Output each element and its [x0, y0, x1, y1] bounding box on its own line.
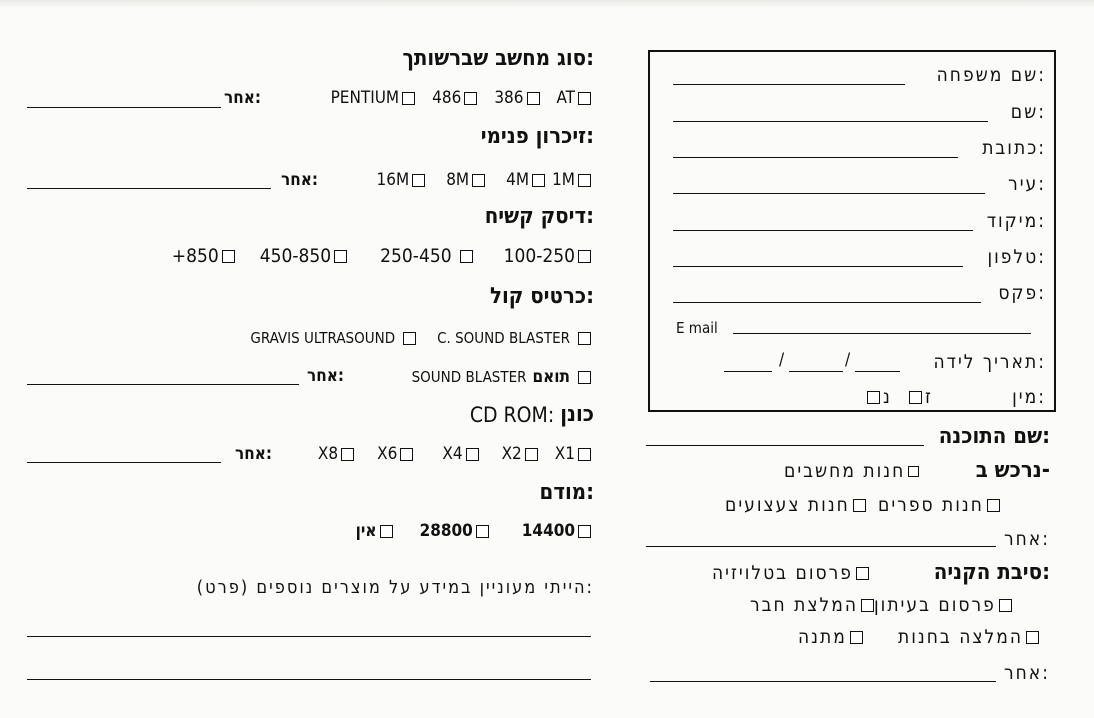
interest-line-2[interactable] [27, 679, 591, 680]
checkbox-850-plus[interactable] [222, 250, 235, 263]
checkbox-x4[interactable] [466, 448, 479, 461]
email-label: E mail [676, 319, 718, 337]
disk-options: +850 450-850 250-450 100-250 [172, 245, 594, 267]
field-line-address[interactable] [673, 157, 958, 158]
field-line-city[interactable] [673, 193, 985, 194]
checkbox-at[interactable] [578, 92, 591, 105]
sound-other-line[interactable] [27, 384, 299, 385]
computer-type-title: סוג מחשב שברשותך: [402, 46, 594, 71]
field-line-email[interactable] [733, 333, 1031, 334]
checkbox-toy-store[interactable] [853, 499, 866, 512]
purchased-option-toy-store[interactable]: חנות צעצועים [725, 494, 869, 516]
purchased-at-label: נרכש ב- [975, 458, 1050, 483]
field-line-first-name[interactable] [673, 121, 988, 122]
reason-option-newspaper[interactable]: פרסום בעיתון [874, 594, 1015, 616]
checkbox-450-850[interactable] [334, 250, 347, 263]
memory-options: 16M 8M 4M 1M [377, 170, 594, 190]
purchased-other-label: אחר: [1003, 528, 1050, 550]
gender-option-male[interactable]: ז [906, 386, 933, 408]
field-label-phone: טלפון: [987, 246, 1046, 268]
field-label-last-name: שם משפחה: [936, 64, 1046, 86]
checkbox-16m[interactable] [412, 174, 425, 187]
checkbox-1m[interactable] [578, 174, 591, 187]
hard-disk-title: דיסק קשיח: [484, 204, 594, 229]
reason-other-line[interactable] [650, 681, 996, 682]
field-label-fax: פקס: [998, 282, 1046, 304]
checkbox-sb-compatible[interactable] [578, 371, 591, 384]
checkbox-store-recommendation[interactable] [1026, 631, 1039, 644]
birth-date-separator: / [845, 350, 851, 370]
checkbox-100-250[interactable] [578, 250, 591, 263]
field-line-last-name[interactable] [673, 84, 905, 85]
more-products-interest-label: הייתי מעוניין במידע על מוצרים נוספים (פרט): [196, 577, 594, 598]
computer-options: PENTIUM 486 386 AT [331, 88, 594, 108]
checkbox-gravis[interactable] [403, 332, 416, 345]
memory-other-line[interactable] [27, 188, 271, 189]
purchase-reason-label: סיבת הקניה: [933, 560, 1050, 585]
gender-label: מין: [1012, 386, 1046, 408]
gender-option-female[interactable]: נ [864, 386, 892, 408]
field-label-zip: מיקוד: [986, 210, 1046, 232]
field-label-first-name: שם: [1010, 101, 1046, 123]
field-label-address: כתובת: [982, 137, 1046, 159]
checkbox-tv-ad[interactable] [856, 567, 869, 580]
cdrom-other-line[interactable] [27, 462, 221, 463]
birth-year-line[interactable] [724, 371, 772, 372]
checkbox-386[interactable] [527, 92, 540, 105]
modem-title: מודם: [539, 480, 594, 505]
memory-title: זיכרון פנימי: [480, 124, 594, 149]
purchased-option-book-store[interactable]: חנות ספרים [878, 494, 1003, 516]
field-line-phone[interactable] [673, 266, 963, 267]
sound-other-label: אחר: [307, 366, 344, 386]
checkbox-x8[interactable] [341, 448, 354, 461]
software-name-label: שם התוכנה: [938, 424, 1050, 449]
checkbox-female[interactable] [867, 391, 880, 404]
checkbox-sound-blaster[interactable] [578, 332, 591, 345]
reason-option-friend[interactable]: המלצת חבר [750, 594, 877, 616]
birth-month-line[interactable] [789, 371, 843, 372]
checkbox-x6[interactable] [400, 448, 413, 461]
sound-options: GRAVIS ULTRASOUND C. SOUND BLASTER [250, 329, 594, 347]
software-name-line[interactable] [646, 445, 924, 446]
checkbox-8m[interactable] [472, 174, 485, 187]
reason-other-label: אחר: [1003, 662, 1050, 684]
checkbox-14400[interactable] [578, 525, 591, 538]
checkbox-28800[interactable] [476, 525, 489, 538]
purchased-other-line[interactable] [646, 546, 996, 547]
sound-compat-option: SOUND BLASTER תואם [412, 367, 594, 387]
purchased-option-computer-store[interactable]: חנות מחשבים [784, 460, 922, 482]
checkbox-250-450[interactable] [460, 250, 473, 263]
birth-day-line[interactable] [855, 371, 900, 372]
field-label-city: עיר: [1008, 173, 1046, 195]
checkbox-no-modem[interactable] [380, 525, 393, 538]
cdrom-other-label: אחר: [235, 444, 272, 464]
computer-other-label: אחר: [224, 88, 261, 108]
checkbox-newspaper[interactable] [999, 599, 1012, 612]
interest-line-1[interactable] [27, 636, 591, 637]
field-line-fax[interactable] [673, 302, 981, 303]
birth-date-label: תאריך לידה: [933, 351, 1046, 373]
modem-options: אין 28800 14400 [356, 521, 594, 541]
cdrom-options: X8 X6 X4 X2 X1 [318, 444, 594, 464]
checkbox-x2[interactable] [525, 448, 538, 461]
memory-other-label: אחר: [281, 170, 318, 190]
scan-top-edge [0, 0, 1094, 8]
field-line-zip[interactable] [673, 230, 973, 231]
checkbox-x1[interactable] [578, 448, 591, 461]
computer-other-line[interactable] [27, 107, 221, 108]
checkbox-4m[interactable] [532, 174, 545, 187]
checkbox-pentium[interactable] [402, 92, 415, 105]
reason-option-gift[interactable]: מתנה [798, 626, 866, 648]
reason-option-tv-ad[interactable]: פרסום בטלויזיה [712, 562, 872, 584]
cdrom-title: CD ROM: כונן [469, 402, 594, 427]
checkbox-male[interactable] [909, 391, 922, 404]
checkbox-friend[interactable] [861, 599, 874, 612]
checkbox-book-store[interactable] [987, 499, 1000, 512]
checkbox-computer-store[interactable] [908, 466, 919, 477]
checkbox-486[interactable] [464, 92, 477, 105]
sound-card-title: כרטיס קול: [490, 284, 594, 309]
checkbox-gift[interactable] [850, 631, 863, 644]
reason-option-store-recommendation[interactable]: המלצה בחנות [898, 626, 1042, 648]
birth-date-separator: / [779, 350, 785, 370]
